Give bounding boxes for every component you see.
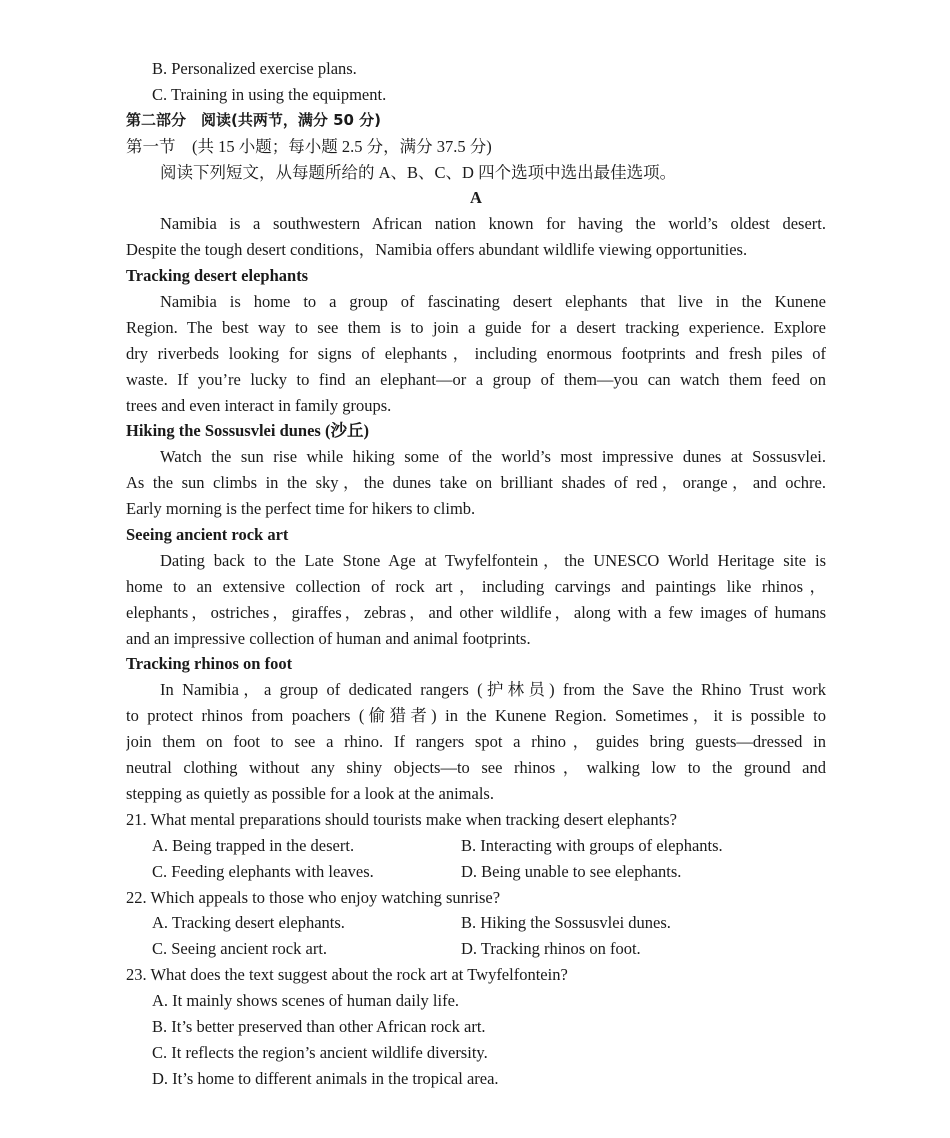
option-a: A. Being trapped in the desert. xyxy=(152,835,355,855)
prev-option-b: B. Personalized exercise plans. xyxy=(152,59,357,78)
question-22-options-row xyxy=(126,936,826,962)
instruction: 阅读下列短文，从每题所给的 A、B、C、D 四个选项中选出最佳选项。 xyxy=(160,162,677,182)
passage-label: A xyxy=(470,188,482,208)
paragraph-line: home to an extensive collection of rock art，including carvings and paintings like rhinos， xyxy=(126,576,826,596)
paragraph-line: Watch the sun rise while hiking some of the world’s most impressive dunes at Sossusvlei. xyxy=(160,447,826,467)
paragraph-line: Dating back to the Late Stone Age at Twyfelfontein，the UNESCO World Heritage site is xyxy=(160,550,826,570)
paragraph-line: Namibia is home to a group of fascinating desert elephants that live in the Kunene xyxy=(160,292,826,312)
paragraph-line: Region. The best way to see them is to join a guide for a desert tracking experience. Explore xyxy=(126,317,826,337)
part2-title: 第二部分 阅读(共两节，满分 50 分) xyxy=(126,110,382,129)
option-b: B. It’s better preserved than other African rock art. xyxy=(152,1016,486,1036)
section1-title: 第一节 (共 15 小题；每小题 2.5 分，满分 37.5 分) xyxy=(126,136,492,156)
option-a: A. It mainly shows scenes of human daily life. xyxy=(152,991,460,1011)
option-a: A. Tracking desert elephants. xyxy=(152,913,345,933)
option-b: B. Interacting with groups of elephants. xyxy=(461,835,723,855)
paragraph-line: Early morning is the perfect time for hikers to climb. xyxy=(126,499,476,519)
paragraph-line: neutral clothing without any shiny objects—to see rhinos，walking low to the ground and xyxy=(126,758,826,778)
paragraph-line: join them on foot to see a rhino. If rangers spot a rhino，guides bring guests—dressed in xyxy=(126,732,826,752)
option-c: C. Feeding elephants with leaves. xyxy=(152,861,374,881)
intro-line: Despite the tough desert conditions，Namibia offers abundant wildlife viewing opportunities. xyxy=(126,240,748,260)
paragraph-line: As the sun climbs in the sky，the dunes take on brilliant shades of red，orange，and ochre. xyxy=(126,473,826,493)
option-d: D. It’s home to different animals in the tropical area. xyxy=(152,1068,499,1088)
intro-line: Namibia is a southwestern African nation known for having the world’s oldest desert. xyxy=(160,214,826,234)
section-heading: Tracking desert elephants xyxy=(126,266,309,286)
paragraph-line: dry riverbeds looking for signs of elephants，including enormous footprints and fresh piles of xyxy=(126,343,826,363)
exam-page xyxy=(126,56,826,1092)
question-22-options-row xyxy=(126,910,826,936)
paragraph-line: In Namibia，a group of dedicated rangers (护林员) from the Save the Rhino Trust work xyxy=(160,680,826,700)
paragraph-line: stepping as quietly as possible for a look at the animals. xyxy=(126,783,494,803)
paragraph-line: waste. If you’re lucky to find an elephant—or a group of them—you can watch them feed on xyxy=(126,369,826,389)
paragraph-line: to protect rhinos from poachers (偷猎者) in the Kunene Region. Sometimes，it is possible to xyxy=(126,706,826,726)
section-heading: Tracking rhinos on foot xyxy=(126,654,293,674)
question-23-stem: 23. What does the text suggest about the rock art at Twyfelfontein? xyxy=(126,965,568,985)
question-21-options-row xyxy=(126,833,826,859)
paragraph-line: elephants，ostriches，giraffes，zebras，and other wildlife，along with a few images of humans xyxy=(126,602,826,622)
section-heading: Seeing ancient rock art xyxy=(126,525,289,545)
paragraph-line: and an impressive collection of human and animal footprints. xyxy=(126,628,531,648)
question-21-options-row xyxy=(126,859,826,885)
prev-option-c: C. Training in using the equipment. xyxy=(152,84,387,104)
option-d: D. Tracking rhinos on foot. xyxy=(461,939,641,959)
section-heading: Hiking the Sossusvlei dunes (沙丘) xyxy=(126,421,369,441)
option-b: B. Hiking the Sossusvlei dunes. xyxy=(461,913,671,933)
question-22-stem: 22. Which appeals to those who enjoy watching sunrise? xyxy=(126,887,501,907)
option-c: C. It reflects the region’s ancient wildlife diversity. xyxy=(152,1042,488,1062)
paragraph-line: trees and even interact in family groups. xyxy=(126,395,392,415)
option-d: D. Being unable to see elephants. xyxy=(461,861,682,881)
question-21-stem: 21. What mental preparations should tourists make when tracking desert elephants? xyxy=(126,809,677,829)
option-c: C. Seeing ancient rock art. xyxy=(152,939,328,959)
